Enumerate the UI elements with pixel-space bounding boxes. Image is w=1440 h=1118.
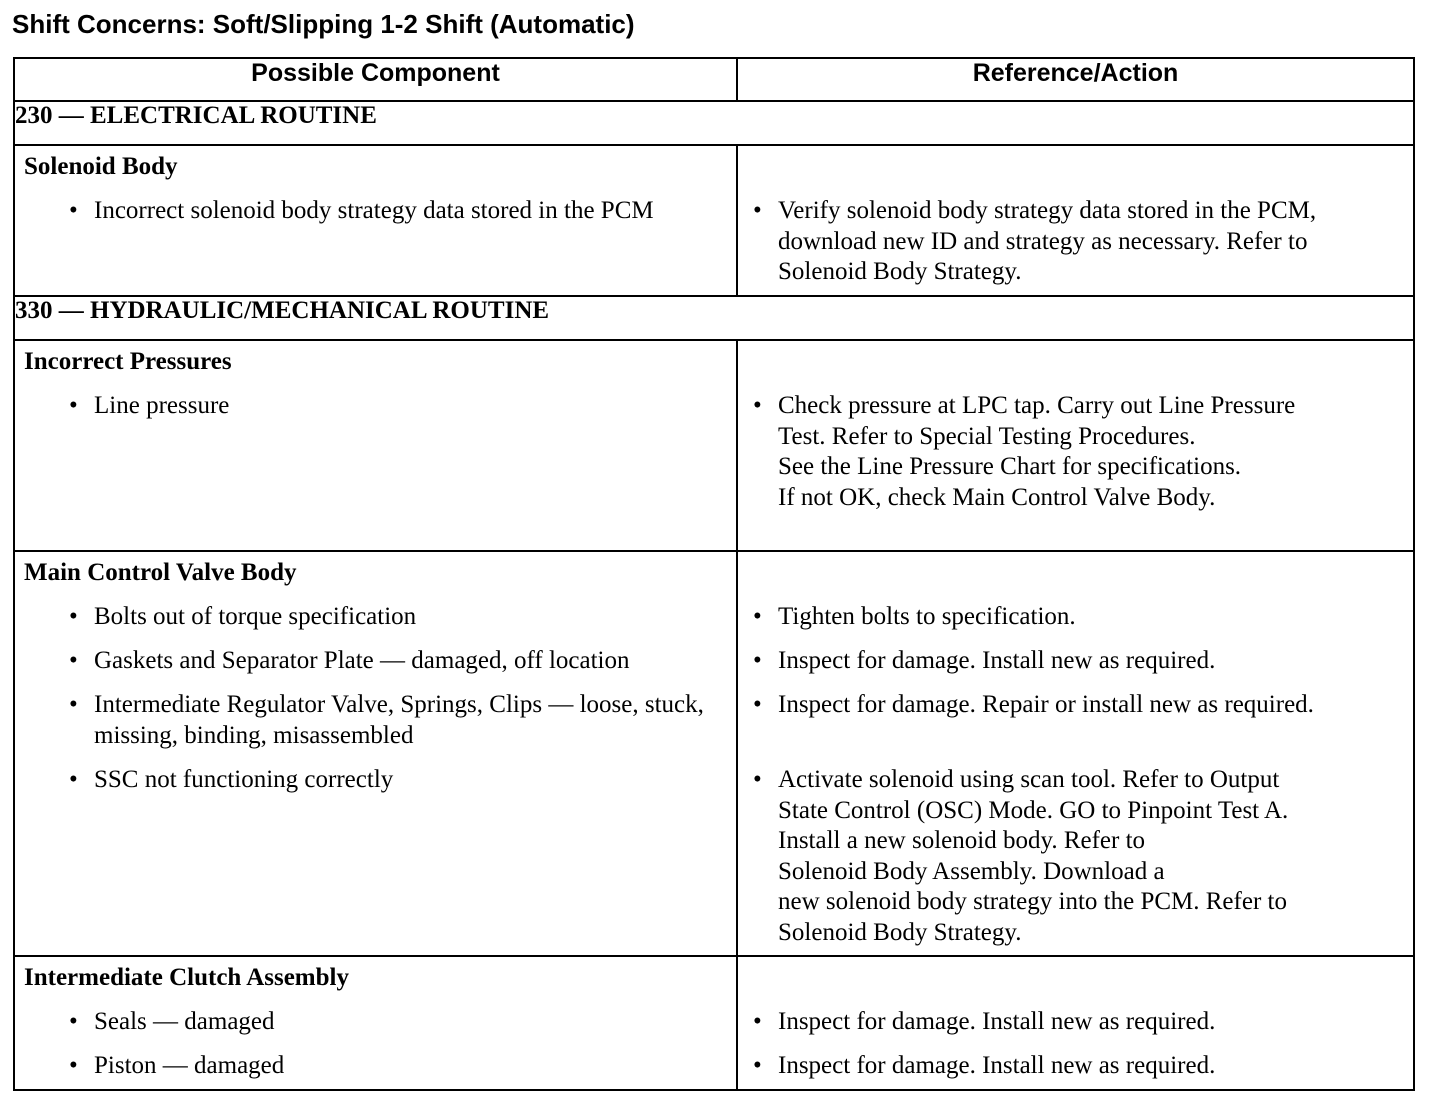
component-row bbox=[14, 956, 1414, 1090]
action-item bbox=[738, 646, 1413, 690]
action-item bbox=[738, 765, 1413, 948]
bullet-icon: • bbox=[69, 691, 78, 718]
bullet-icon: • bbox=[753, 647, 762, 674]
action-line: Test. Refer to Special Testing Procedures. bbox=[778, 422, 1196, 450]
action-line: Inspect for damage. Install new as required. bbox=[778, 1052, 1216, 1079]
cause-item bbox=[15, 196, 764, 227]
component-cell bbox=[14, 145, 737, 296]
action-line: Inspect for damage. Repair or install new as required. bbox=[778, 691, 1314, 718]
component-name: Main Control Valve Body bbox=[24, 559, 297, 586]
component-cell bbox=[14, 551, 737, 956]
action-line: Check pressure at LPC tap. Carry out Line Pressure bbox=[778, 392, 1296, 419]
bullet-icon: • bbox=[753, 766, 762, 793]
cause-item bbox=[15, 765, 736, 796]
action-item bbox=[738, 196, 1413, 288]
bullet-icon: • bbox=[69, 603, 78, 630]
action-cell bbox=[737, 956, 1414, 1090]
component-row bbox=[14, 145, 1414, 296]
component-name: Solenoid Body bbox=[24, 153, 178, 180]
cause-item bbox=[15, 1007, 736, 1051]
section-row bbox=[14, 101, 1414, 145]
bullet-icon: • bbox=[753, 1052, 762, 1079]
section-heading: 330 — HYDRAULIC/MECHANICAL ROUTINE bbox=[14, 296, 1414, 340]
action-line: Tighten bolts to specification. bbox=[778, 603, 1076, 630]
action-line: download new ID and strategy as necessary. Refer to bbox=[778, 227, 1308, 255]
action-cell bbox=[737, 551, 1414, 956]
bullet-icon: • bbox=[753, 197, 762, 224]
action-item bbox=[738, 602, 1413, 646]
bullet-icon: • bbox=[753, 392, 762, 419]
component-cell bbox=[14, 340, 737, 551]
column-header-reference-action: Reference/Action bbox=[737, 58, 1414, 101]
cause-item bbox=[15, 602, 736, 646]
cause-item bbox=[15, 1051, 736, 1082]
bullet-icon: • bbox=[753, 603, 762, 630]
table-header-row bbox=[14, 58, 1414, 101]
bullet-icon: • bbox=[753, 691, 762, 718]
action-cell bbox=[737, 340, 1414, 551]
cause-item bbox=[15, 690, 736, 765]
action-line: Install a new solenoid body. Refer to bbox=[778, 827, 1146, 854]
section-row bbox=[14, 296, 1414, 340]
action-item bbox=[738, 690, 1413, 765]
cause-text: Piston — damaged bbox=[94, 1052, 285, 1079]
cause-item bbox=[15, 646, 736, 690]
action-line: Solenoid Body Assembly. Download a bbox=[778, 857, 1165, 885]
action-line: Verify solenoid body strategy data stored in the PCM, bbox=[778, 197, 1317, 224]
action-line: State Control (OSC) Mode. GO to Pinpoint Test A. bbox=[778, 796, 1289, 824]
cause-text: Intermediate Regulator Valve, Springs, Clips — loose, stuck, missing, binding, misassembled bbox=[94, 691, 704, 749]
component-name: Incorrect Pressures bbox=[24, 348, 232, 375]
cause-item bbox=[15, 391, 736, 422]
section-heading: 230 — ELECTRICAL ROUTINE bbox=[14, 101, 1414, 145]
bullet-icon: • bbox=[69, 647, 78, 674]
bullet-icon: • bbox=[69, 766, 78, 793]
bullet-icon: • bbox=[69, 1008, 78, 1035]
action-item bbox=[738, 1051, 1413, 1082]
action-item bbox=[738, 391, 1413, 513]
cause-text: Line pressure bbox=[94, 392, 230, 419]
action-line: Activate solenoid using scan tool. Refer to Output bbox=[778, 766, 1280, 793]
bullet-icon: • bbox=[69, 1052, 78, 1079]
page-title: Shift Concerns: Soft/Slipping 1-2 Shift (Automatic) bbox=[12, 9, 635, 39]
bullet-icon: • bbox=[69, 197, 78, 224]
column-header-possible-component: Possible Component bbox=[14, 58, 737, 101]
action-line: Inspect for damage. Install new as required. bbox=[778, 1008, 1216, 1035]
cause-text: Incorrect solenoid body strategy data stored in the PCM bbox=[94, 197, 654, 224]
action-line: Solenoid Body Strategy. bbox=[778, 918, 1022, 946]
action-cell bbox=[737, 145, 1414, 296]
component-row bbox=[14, 551, 1414, 956]
action-line: If not OK, check Main Control Valve Body. bbox=[778, 483, 1216, 511]
component-row bbox=[14, 340, 1414, 551]
diagnostic-table bbox=[13, 57, 1415, 1091]
cause-text: SSC not functioning correctly bbox=[94, 766, 394, 793]
cause-text: Gaskets and Separator Plate — damaged, off location bbox=[94, 647, 630, 674]
cause-text: Bolts out of torque specification bbox=[94, 603, 417, 630]
action-item bbox=[738, 1007, 1413, 1051]
component-cell bbox=[14, 956, 737, 1090]
action-line: See the Line Pressure Chart for specifications. bbox=[778, 453, 1242, 480]
action-line: Solenoid Body Strategy. bbox=[778, 258, 1022, 285]
bullet-icon: • bbox=[753, 1008, 762, 1035]
cause-text: Seals — damaged bbox=[94, 1008, 275, 1035]
action-line: new solenoid body strategy into the PCM. Refer to bbox=[778, 888, 1287, 915]
component-name: Intermediate Clutch Assembly bbox=[24, 964, 349, 991]
action-line: Inspect for damage. Install new as required. bbox=[778, 647, 1216, 674]
bullet-icon: • bbox=[69, 392, 78, 419]
